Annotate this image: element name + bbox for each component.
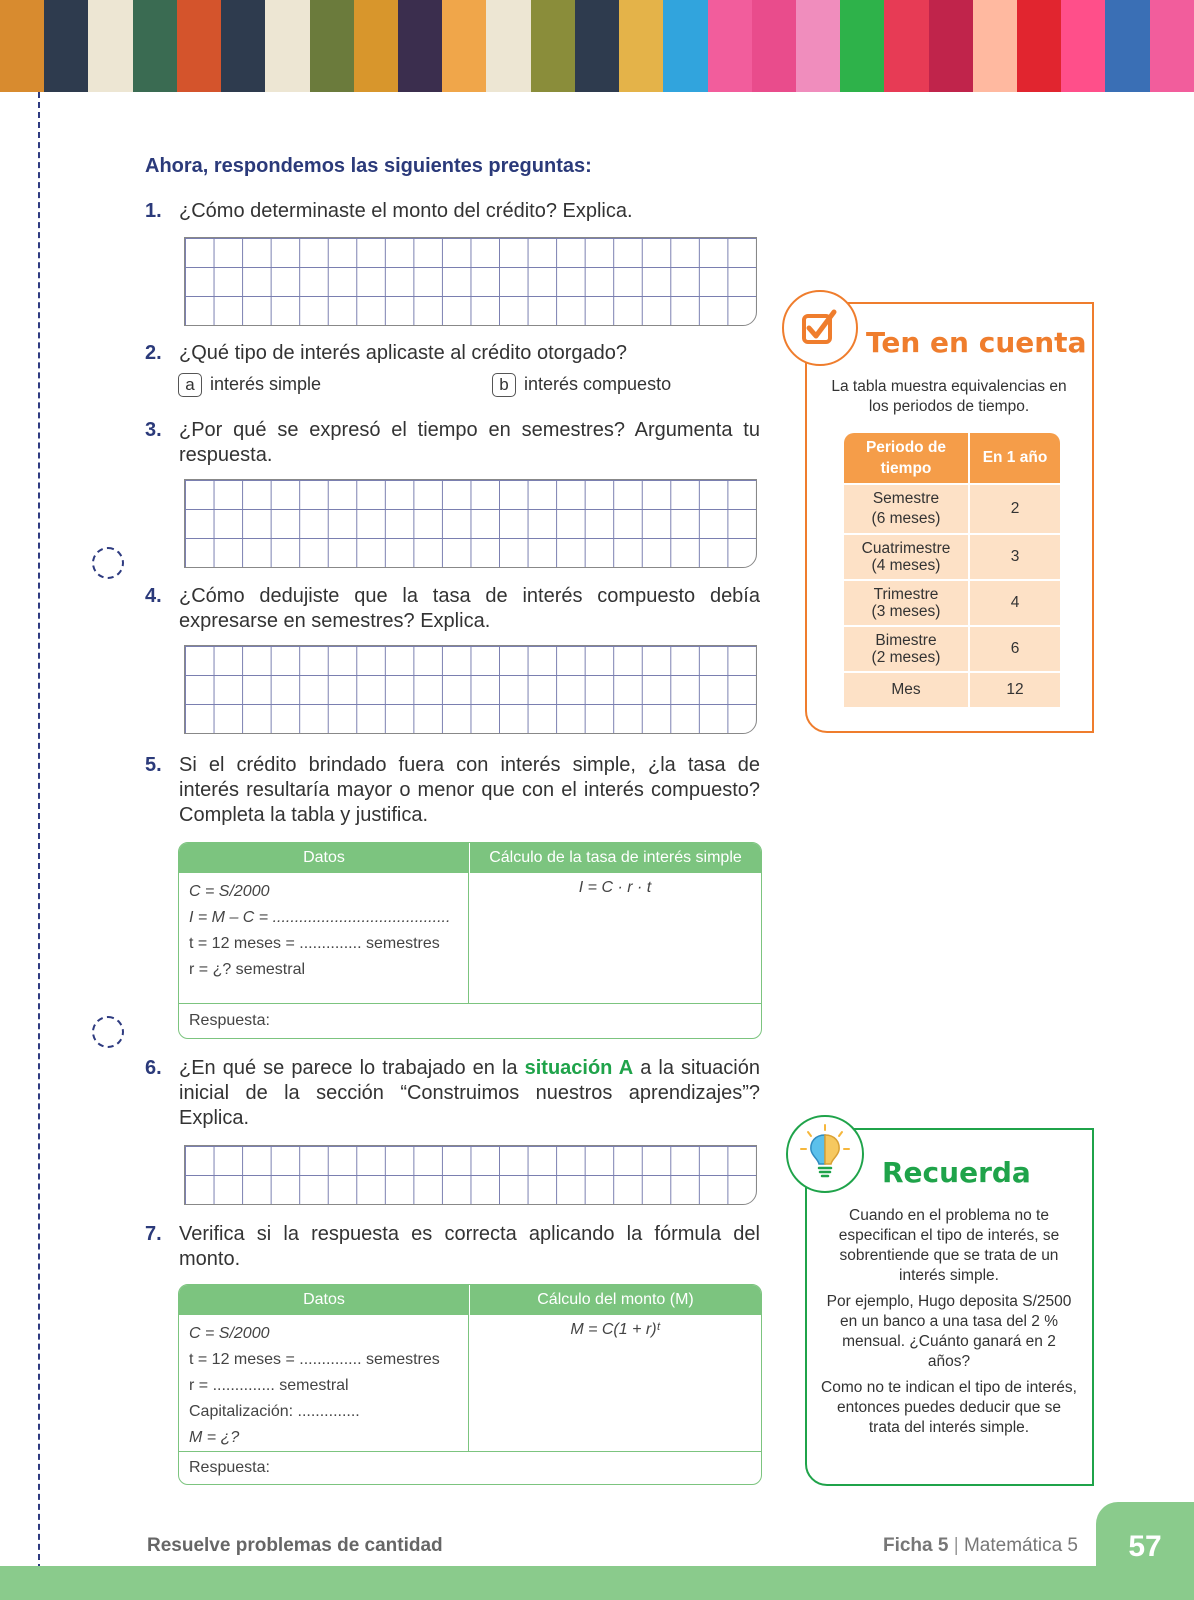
question-1 xyxy=(145,199,760,224)
decorative-banner xyxy=(0,0,1194,92)
banner-stripe xyxy=(486,0,530,92)
option-label: interés compuesto xyxy=(524,373,672,394)
period-cell xyxy=(844,533,968,579)
option-a[interactable] xyxy=(178,373,321,397)
banner-stripe xyxy=(884,0,928,92)
data-row-interest[interactable]: I = M – C = ........................................ xyxy=(189,909,451,926)
ten-en-cuenta-intro: La tabla muestra equivalencias en los periodos de tiempo. xyxy=(831,378,1067,415)
table-simple-interest xyxy=(178,842,762,1039)
question-text: ¿Cómo determinaste el monto del crédito? Explica. xyxy=(179,200,633,222)
question-number: 6. xyxy=(145,1057,162,1079)
question-3 xyxy=(145,418,760,468)
punch-hole-top xyxy=(92,547,124,579)
recuerda-paragraph-2: Por ejemplo, Hugo deposita S/2500 en un banco a una tasa del 2 % mensual. ¿Cuánto ganará en 2 años? xyxy=(826,1293,1072,1370)
cut-line xyxy=(38,92,40,1600)
data-row-capital[interactable]: C = S/2000 xyxy=(189,1325,270,1342)
answer-grid-4[interactable] xyxy=(184,645,757,734)
banner-stripe xyxy=(1150,0,1194,92)
recuerda-paragraph-1: Cuando en el problema no te especifican el tipo de interés, se sobrentiende que se trata de un interés simple. xyxy=(838,1207,1060,1284)
banner-stripe xyxy=(133,0,177,92)
question-number: 5. xyxy=(145,754,162,776)
data-row-capital[interactable]: C = S/2000 xyxy=(189,883,270,900)
period-months: (6 meses) xyxy=(871,510,941,527)
banner-stripe xyxy=(619,0,663,92)
question-2 xyxy=(145,341,760,366)
banner-stripe xyxy=(752,0,796,92)
period-name: Cuatrimestre xyxy=(861,540,951,557)
ficha-label: Ficha 5 xyxy=(882,1535,949,1556)
table-header-datos: Datos xyxy=(179,843,470,873)
period-name: Trimestre xyxy=(873,586,939,603)
period-cell xyxy=(844,625,968,671)
page-number: 57 xyxy=(1128,1530,1162,1563)
answer-field[interactable]: Respuesta: xyxy=(189,1459,270,1476)
question-text: ¿Por qué se expresó el tiempo en semestres? Argumenta tu respuesta. xyxy=(179,419,760,466)
question-text: Si el crédito brindado fuera con interés simple, ¿la tasa de interés resultaría mayor o menor que con el interés compuesto? Completa la tabla y justifica. xyxy=(179,754,760,826)
period-months: (4 meses) xyxy=(871,557,941,574)
footer-ficha xyxy=(883,1535,1078,1557)
question-5 xyxy=(145,753,760,828)
banner-stripe xyxy=(1105,0,1149,92)
data-row-time[interactable]: t = 12 meses = .............. semestres xyxy=(189,935,440,952)
period-cell xyxy=(844,483,968,533)
banner-stripe xyxy=(398,0,442,92)
data-row-amount[interactable]: M = ¿? xyxy=(189,1429,240,1446)
banner-stripe xyxy=(44,0,88,92)
banner-stripe xyxy=(575,0,619,92)
footer-competency: Resuelve problemas de cantidad xyxy=(147,1535,443,1556)
period-cell xyxy=(844,671,968,707)
period-equivalence-table xyxy=(844,433,1060,707)
value-cell: 6 xyxy=(968,625,1060,671)
banner-stripe xyxy=(973,0,1017,92)
banner-stripe xyxy=(796,0,840,92)
banner-stripe xyxy=(310,0,354,92)
question-number: 1. xyxy=(145,200,162,222)
option-b[interactable] xyxy=(492,373,671,397)
recuerda-title: Recuerda xyxy=(882,1156,1031,1189)
calc-area[interactable] xyxy=(469,1315,761,1451)
banner-stripe xyxy=(708,0,752,92)
answer-grid-6[interactable] xyxy=(184,1145,757,1205)
period-name: Bimestre xyxy=(875,632,937,649)
data-row-capitalization[interactable]: Capitalización: .............. xyxy=(189,1403,360,1420)
formula-amount: M = C(1 + r)ᵗ xyxy=(570,1321,660,1338)
ten-en-cuenta-title: Ten en cuenta xyxy=(866,326,1087,359)
option-letter: b xyxy=(492,373,516,397)
banner-stripe xyxy=(177,0,221,92)
banner-stripe xyxy=(0,0,44,92)
table-amount xyxy=(178,1284,762,1485)
punch-hole-bottom xyxy=(92,1016,124,1048)
option-letter: a xyxy=(178,373,202,397)
question-4 xyxy=(145,584,760,634)
brain-bulb-icon xyxy=(786,1115,864,1193)
answer-field[interactable]: Respuesta: xyxy=(189,1012,270,1029)
formula-simple-interest: I = C · r · t xyxy=(578,879,652,896)
situation-a-highlight: situación A xyxy=(524,1057,634,1079)
answer-grid-1[interactable] xyxy=(184,237,757,326)
banner-stripe xyxy=(442,0,486,92)
calc-area[interactable] xyxy=(469,873,761,1003)
period-name: Semestre xyxy=(872,490,940,507)
col-header-per-year: En 1 año xyxy=(968,433,1060,483)
checkbox-icon xyxy=(782,290,858,366)
value-cell: 4 xyxy=(968,579,1060,625)
separator: | xyxy=(953,1535,959,1556)
question-text: ¿Qué tipo de interés aplicaste al crédito otorgado? xyxy=(179,342,628,364)
banner-stripe xyxy=(840,0,884,92)
question-text: Verifica si la respuesta es correcta aplicando la fórmula del monto. xyxy=(179,1223,760,1270)
recuerda-text xyxy=(820,1206,1078,1438)
table-header-datos: Datos xyxy=(179,1285,470,1315)
banner-stripe xyxy=(88,0,132,92)
banner-stripe xyxy=(929,0,973,92)
banner-stripe xyxy=(531,0,575,92)
option-label: interés simple xyxy=(210,373,322,394)
value-cell: 3 xyxy=(968,533,1060,579)
footer-bar xyxy=(0,1566,1194,1600)
question-number: 3. xyxy=(145,419,162,441)
banner-stripe xyxy=(663,0,707,92)
period-name: Mes xyxy=(891,681,921,698)
data-row-time[interactable]: t = 12 meses = .............. semestres xyxy=(189,1351,440,1368)
question-number: 7. xyxy=(145,1223,162,1245)
recuerda-paragraph-3: Como no te indican el tipo de interés, entonces puedes deducir que se trata del interés simple. xyxy=(821,1379,1077,1436)
table-header-calculo: Cálculo de la tasa de interés simple xyxy=(489,849,742,866)
section-heading: Ahora, respondemos las siguientes preguntas: xyxy=(145,155,592,177)
value-cell: 12 xyxy=(968,671,1060,707)
banner-stripe xyxy=(1017,0,1061,92)
data-row-rate[interactable]: r = .............. semestral xyxy=(189,1377,349,1394)
banner-stripe xyxy=(265,0,309,92)
question-text: ¿Cómo dedujiste que la tasa de interés compuesto debía expresarse en semestres? Explica. xyxy=(179,585,760,632)
period-cell xyxy=(844,579,968,625)
col-header-period: Periodo de tiempo xyxy=(844,433,968,483)
text-part: ¿En qué se parece lo trabajado en la xyxy=(179,1057,525,1079)
banner-stripe xyxy=(354,0,398,92)
period-months: (2 meses) xyxy=(871,649,941,666)
text-part: a la situación inicial de la sección “Construimos nuestros aprendizajes”? Explica. xyxy=(179,1057,760,1129)
period-months: (3 meses) xyxy=(871,603,941,620)
question-6 xyxy=(145,1056,760,1131)
banner-stripe xyxy=(1061,0,1105,92)
question-number: 2. xyxy=(145,342,162,364)
value-cell: 2 xyxy=(968,483,1060,533)
banner-stripe xyxy=(221,0,265,92)
question-text xyxy=(179,1056,760,1131)
data-row-rate[interactable]: r = ¿? semestral xyxy=(189,961,306,978)
subject-label: Matemática 5 xyxy=(963,1535,1078,1556)
question-number: 4. xyxy=(145,585,162,607)
answer-grid-3[interactable] xyxy=(184,479,757,568)
table-header-calculo: Cálculo del monto (M) xyxy=(537,1291,694,1308)
question-7 xyxy=(145,1222,760,1272)
